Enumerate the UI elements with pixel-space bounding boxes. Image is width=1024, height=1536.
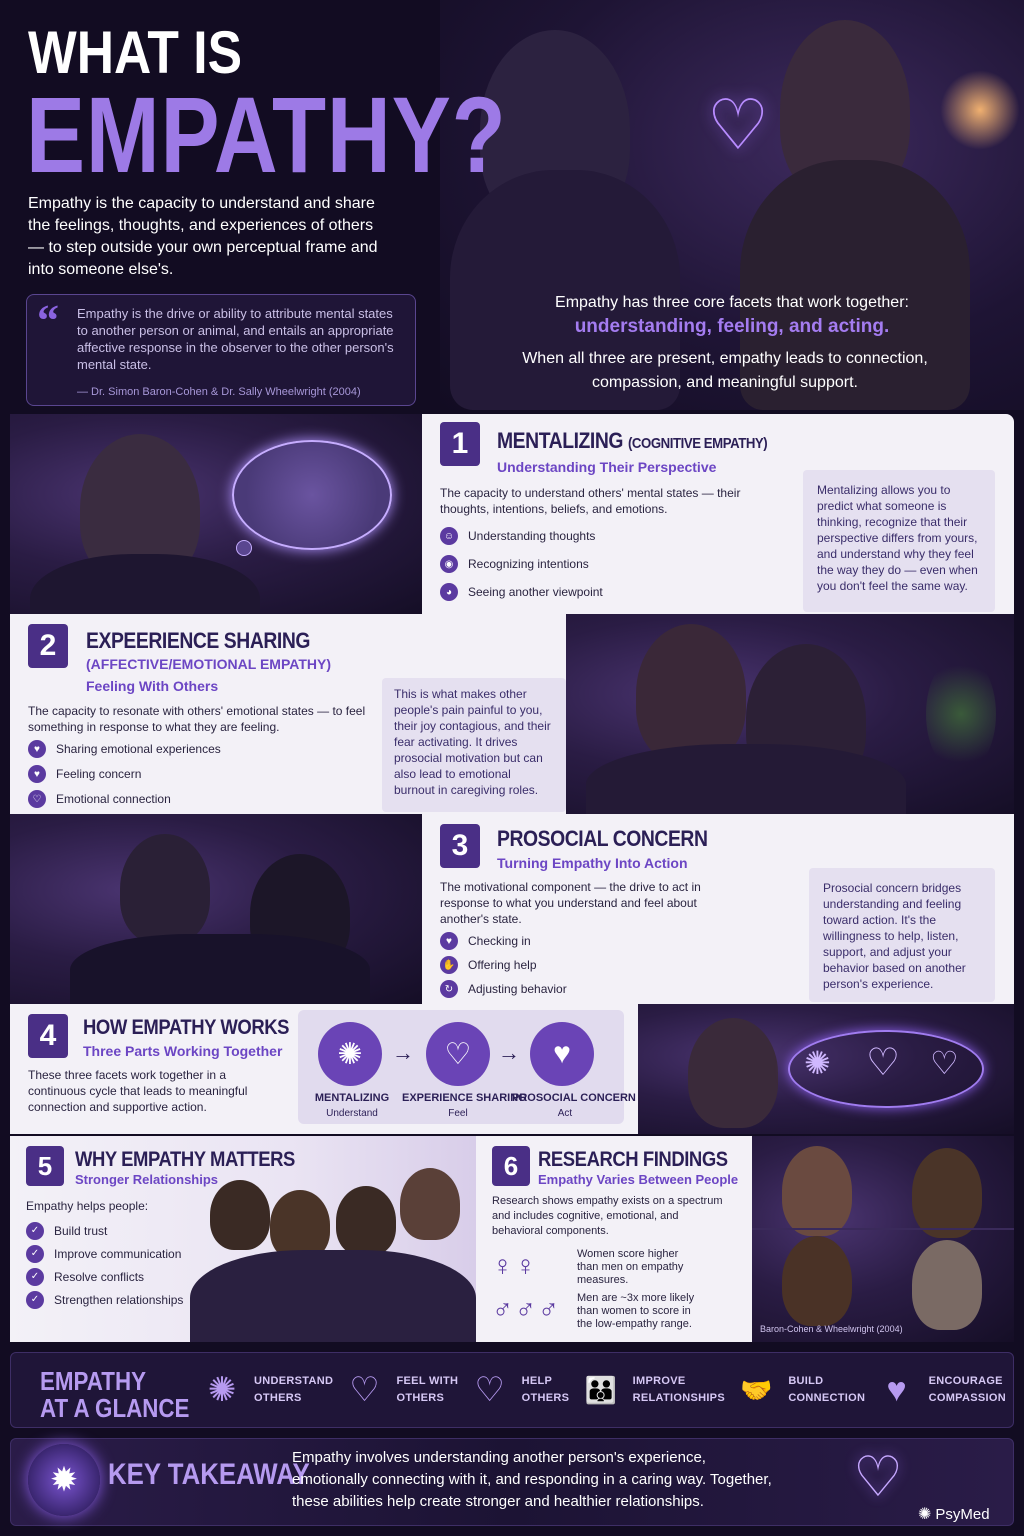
family-icon: 👪 xyxy=(584,1374,617,1405)
check-icon: ✓ xyxy=(26,1291,44,1309)
quote-text: Empathy is the drive or ability to attribute mental states to another person or animal, and entails an appropriate affective response in the observer to the other person's mental state. xyxy=(77,306,394,372)
list-item: ♥ Checking in xyxy=(440,929,567,953)
quote-source: — Dr. Simon Baron-Cohen & Dr. Sally Wheelwright (2004) xyxy=(77,386,361,398)
hand-icon: ✋ xyxy=(440,956,458,974)
heart-hands-icon: ♡ xyxy=(852,1445,904,1508)
heart-icon: ♥ xyxy=(28,765,46,783)
section3-desc: The motivational component — the drive to act in response to what you understand and feel about another's state. xyxy=(440,880,701,926)
heart-outline-icon: ♡ xyxy=(28,790,46,808)
section2-sidebar: This is what makes other people's pain painful to you, their joy contagious, and their fear activating. It drives prosocial motivation but can also lead to emotional burnout in caregiving roles. xyxy=(382,678,566,812)
glance-items xyxy=(200,1364,1006,1416)
arrow-icon: → xyxy=(498,1040,520,1065)
section2-title-tag: (AFFECTIVE/EMOTIONAL EMPATHY) xyxy=(86,656,331,672)
section3-illustration xyxy=(10,814,422,1004)
research-portraits xyxy=(752,1136,1014,1342)
list-item: ♥ Feeling concern xyxy=(28,762,221,786)
heart-icon: ♥ xyxy=(28,740,46,758)
cycle-diagram xyxy=(298,1010,636,1124)
brain-icon: ✺ xyxy=(207,1371,237,1409)
glance-item: ♥ ENCOURAGE COMPASSION xyxy=(875,1371,1006,1410)
list-item: ◕ Seeing another viewpoint xyxy=(440,580,603,604)
step-label: MENTALIZING xyxy=(314,1092,390,1104)
check-icon: ✓ xyxy=(26,1268,44,1286)
section2-illustration xyxy=(566,614,1014,814)
step-label: PROSOCIAL CONCERN xyxy=(512,1092,636,1104)
list-item: ♥ Sharing emotional experiences xyxy=(28,737,221,761)
list-item: ✓ Build trust xyxy=(26,1219,183,1242)
takeaway-text: Empathy involves understanding another person's experience, emotionally connecting with it, and responding in a caring way. Together, these abilities help create stronger and healthier relationships. xyxy=(292,1449,772,1510)
list-item: ↻ Adjusting behavior xyxy=(440,977,567,1001)
research-credit: Baron-Cohen & Wheelwright (2004) xyxy=(760,1324,903,1334)
heart-hand-icon: ♥ xyxy=(530,1022,594,1086)
section5-bullets xyxy=(26,1219,183,1311)
section2-title: EXPEERIENCE SHARING xyxy=(86,628,311,653)
section5-number: 5 xyxy=(26,1146,64,1186)
adjust-icon: ↻ xyxy=(440,980,458,998)
section1-subtitle: Understanding Their Perspective xyxy=(497,459,717,475)
list-item: ✓ Improve communication xyxy=(26,1242,183,1265)
section6-number: 6 xyxy=(492,1146,530,1186)
section1-sidebar: Mentalizing allows you to predict what someone is thinking, recognize that their perspective differs from yours, and understand why they feel the way they do — even when you don't feel the same way. xyxy=(803,470,995,612)
glance-title-line2: AT A GLANCE xyxy=(40,1393,190,1423)
section1-number: 1 xyxy=(440,422,480,466)
brain-icon: ✺ xyxy=(318,1022,382,1086)
section2-desc: The capacity to resonate with others' emotional states — to feel something in response to what they are feeling. xyxy=(28,704,366,734)
glance-item: 🤝 BUILD CONNECTION xyxy=(734,1373,865,1407)
list-item: ✋ Offering help xyxy=(440,953,567,977)
section3-sidebar: Prosocial concern bridges understanding and feeling toward action. It's the willingness to help, listen, support, and adjust your behavior based on another person's experience. xyxy=(809,868,995,1002)
finding-women: Women score higher than men on empathy measures. xyxy=(577,1248,684,1286)
section1-bullets xyxy=(440,524,603,604)
glance-item: 👪 IMPROVE RELATIONSHIPS xyxy=(579,1373,725,1407)
section3-subtitle: Turning Empathy Into Action xyxy=(497,855,688,871)
heart-hand-icon: ♡ xyxy=(930,1045,959,1081)
section1-illustration xyxy=(10,414,422,614)
section4-title: HOW EMPATHY WORKS xyxy=(83,1016,290,1039)
section5-title: WHY EMPATHY MATTERS xyxy=(75,1148,295,1171)
hero-intro: Empathy is the capacity to understand and share the feelings, thoughts, and experiences of others — to step outside your own perceptual frame and into someone else's. xyxy=(28,195,378,278)
hero-title-line2: EMPATHY? xyxy=(26,74,507,195)
brain-icon: ✺ xyxy=(804,1045,831,1081)
hero-title-line1: WHAT IS xyxy=(28,19,243,86)
section2-subtitle: Feeling With Others xyxy=(86,678,219,694)
women-icon: ♀♀ xyxy=(492,1250,538,1281)
takeaway-title: KEY TAKEAWAY xyxy=(108,1458,310,1491)
section6-title: RESEARCH FINDINGS xyxy=(538,1148,728,1171)
glance-item: ♡ FEEL WITH OTHERS xyxy=(343,1370,459,1410)
facets-outro: When all three are present, empathy leads to connection, compassion, and meaningful support. xyxy=(522,350,928,391)
list-item: ◉ Recognizing intentions xyxy=(440,552,603,576)
quote-box xyxy=(26,294,416,406)
section6-subtitle: Empathy Varies Between People xyxy=(538,1172,739,1187)
section5-subtitle: Stronger Relationships xyxy=(75,1172,219,1187)
men-icon: ♂♂♂ xyxy=(492,1294,561,1325)
section4-number: 4 xyxy=(28,1014,68,1058)
handshake-icon: 🤝 xyxy=(740,1374,773,1405)
glance-title-line1: EMPATHY xyxy=(40,1366,147,1396)
thought-bubble xyxy=(232,440,392,550)
heart-icon: ♡ xyxy=(866,1042,901,1084)
section3-bullets xyxy=(440,929,567,1001)
finding-men: Men are ~3x more likely than women to score in the low-empathy range. xyxy=(577,1292,695,1330)
section3-title: PROSOCIAL CONCERN xyxy=(497,826,708,851)
arrow-icon: → xyxy=(392,1040,414,1065)
target-icon: ◉ xyxy=(440,555,458,573)
section1-title: MENTALIZING (COGNITIVE EMPATHY) xyxy=(497,428,768,453)
section4-desc: These three facets work together in a continuous cycle that leads to meaningful connection and supportive action. xyxy=(28,1068,248,1114)
section1-desc: The capacity to understand others' mental states — their thoughts, intentions, beliefs, and emotions. xyxy=(440,486,741,516)
section2-number: 2 xyxy=(28,624,68,668)
lightbulb-icon: ✹ xyxy=(28,1444,100,1516)
heart-hand-icon: ♥ xyxy=(886,1370,907,1409)
glance-item: ✺ UNDERSTAND OTHERS xyxy=(200,1370,333,1410)
brain-icon: ✺ xyxy=(918,1506,932,1523)
heart-icon: ♡ xyxy=(349,1371,380,1409)
check-icon: ✓ xyxy=(26,1222,44,1240)
section5-lead: Empathy helps people: xyxy=(26,1199,149,1213)
section3-number: 3 xyxy=(440,824,480,868)
check-icon: ✓ xyxy=(26,1245,44,1263)
heart-icon: ♡ xyxy=(426,1022,490,1086)
section2-bullets xyxy=(28,737,221,811)
glowing-heart-icon: ♡ xyxy=(706,86,770,164)
lamp-glow xyxy=(940,70,1020,150)
step-verb: Understand xyxy=(326,1108,378,1119)
section4-illustration xyxy=(638,1004,1014,1134)
facets-highlight: understanding, feeling, and acting. xyxy=(574,316,890,337)
brand-logo: ✺ PsyMed xyxy=(918,1505,990,1523)
list-item: ☺ Understanding thoughts xyxy=(440,524,603,548)
step-label: EXPERIENCE SHARING xyxy=(402,1092,527,1104)
list-item: ✓ Strengthen relationships xyxy=(26,1288,183,1311)
quote-mark-icon: “ xyxy=(37,296,59,345)
friends-illustration xyxy=(190,1150,476,1342)
list-item: ♡ Emotional connection xyxy=(28,787,221,811)
facets-intro: Empathy has three core facets that work together: xyxy=(555,294,909,311)
list-item: ✓ Resolve conflicts xyxy=(26,1265,183,1288)
helping-hand-icon: ♡ xyxy=(474,1371,505,1409)
step-verb: Feel xyxy=(448,1108,468,1119)
thought-icon: ☺ xyxy=(440,527,458,545)
section6-desc: Research shows empathy exists on a spectrum and includes cognitive, emotional, and behavioral components. xyxy=(492,1195,723,1237)
glance-item: ♡ HELP OTHERS xyxy=(468,1370,570,1410)
heart-icon: ♥ xyxy=(440,932,458,950)
step-verb: Act xyxy=(557,1108,573,1119)
eye-icon: ◕ xyxy=(440,583,458,601)
section4-subtitle: Three Parts Working Together xyxy=(83,1043,283,1059)
